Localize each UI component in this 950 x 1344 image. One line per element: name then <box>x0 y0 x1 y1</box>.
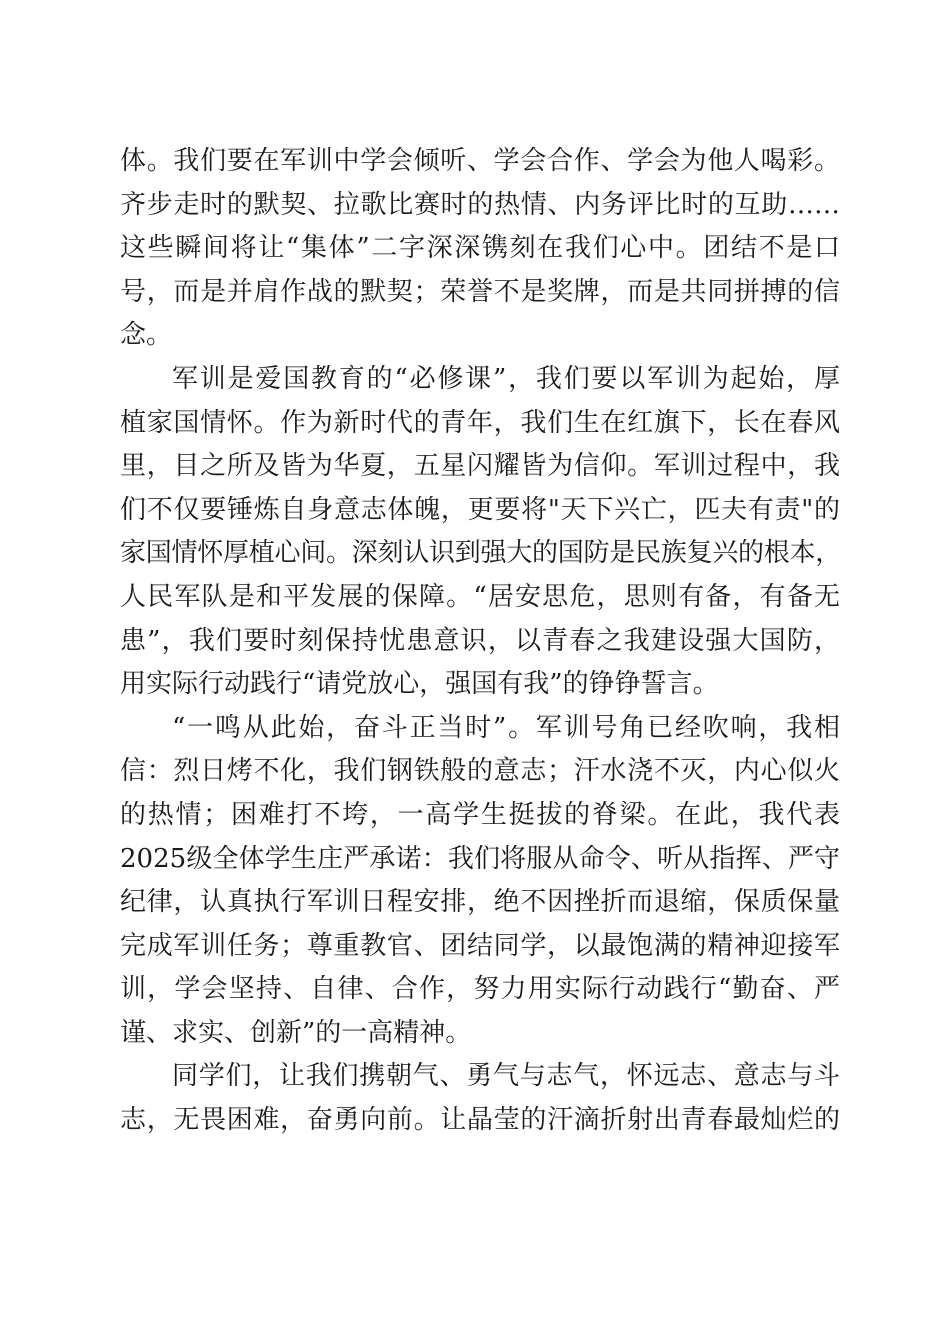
text-line: 里，目之所及皆为华夏，五星闪耀皆为信仰。军训过程中，我 <box>120 451 840 482</box>
document-body <box>120 140 840 1143</box>
text-line: 的热情；困难打不垮，一高学生挺拔的脊梁。在此，我代表 <box>120 799 840 830</box>
text-line: 2025级全体学生庄严承诺：我们将服从命令、听从指挥、严守 <box>120 843 840 874</box>
text-line: 体。我们要在军训中学会倾听、学会合作、学会为他人喝彩。 <box>120 146 840 176</box>
text-line: 号，而是并肩作战的默契；荣誉不是奖牌，而是共同拼搏的信 <box>120 276 840 307</box>
paragraph <box>120 707 840 1056</box>
text-line: 训，学会坚持、自律、合作，努力用实际行动践行“勤奋、严 <box>120 974 840 1005</box>
text-line: 这些瞬间将让“集体”二字深深镌刻在我们心中。团结不是口 <box>120 233 840 264</box>
text-line: 军训是爱国教育的“必修课”，我们要以军训为起始，厚 <box>172 363 840 394</box>
text-line: 谨、求实、创新”的一高精神。 <box>120 1017 472 1048</box>
text-line: 纪律，认真执行军训日程安排，绝不因挫折而退缩，保质保量 <box>120 887 840 918</box>
text-line: 齐步走时的默契、拉歌比赛时的热情、内务评比时的互助…… <box>120 189 840 220</box>
text-line: 家国情怀厚植心间。深刻认识到强大的国防是民族复兴的根本， <box>120 538 842 569</box>
paragraph <box>120 358 840 707</box>
text-line: 信：烈日烤不化，我们钢铁般的意志；汗水浇不灭，内心似火 <box>120 756 840 787</box>
text-line: 志，无畏困难，奋勇向前。让晶莹的汗滴折射出青春最灿烂的 <box>120 1105 840 1136</box>
paragraph <box>120 1055 840 1142</box>
text-line: 同学们，让我们携朝气、勇气与志气，怀远志、意志与斗 <box>172 1061 840 1092</box>
paragraph <box>120 140 840 358</box>
text-line: “一鸣从此始，奋斗正当时”。军训号角已经吹响，我相 <box>172 712 840 743</box>
text-line: 完成军训任务；尊重教官、团结同学，以最饱满的精神迎接军 <box>120 930 840 961</box>
text-line: 用实际行动践行“请党放心，强国有我”的铮铮誓言。 <box>120 669 719 700</box>
text-line: 患”，我们要时刻保持忧患意识，以青春之我建设强大国防， <box>120 625 840 656</box>
text-line: 们不仅要锤炼自身意志体魄，更要将"天下兴亡，匹夫有责"的 <box>120 494 840 525</box>
text-line: 念。 <box>120 320 173 351</box>
text-line: 植家国情怀。作为新时代的青年，我们生在红旗下，长在春风 <box>120 407 840 438</box>
text-line: 人民军队是和平发展的保障。“居安思危，思则有备，有备无 <box>120 581 840 612</box>
